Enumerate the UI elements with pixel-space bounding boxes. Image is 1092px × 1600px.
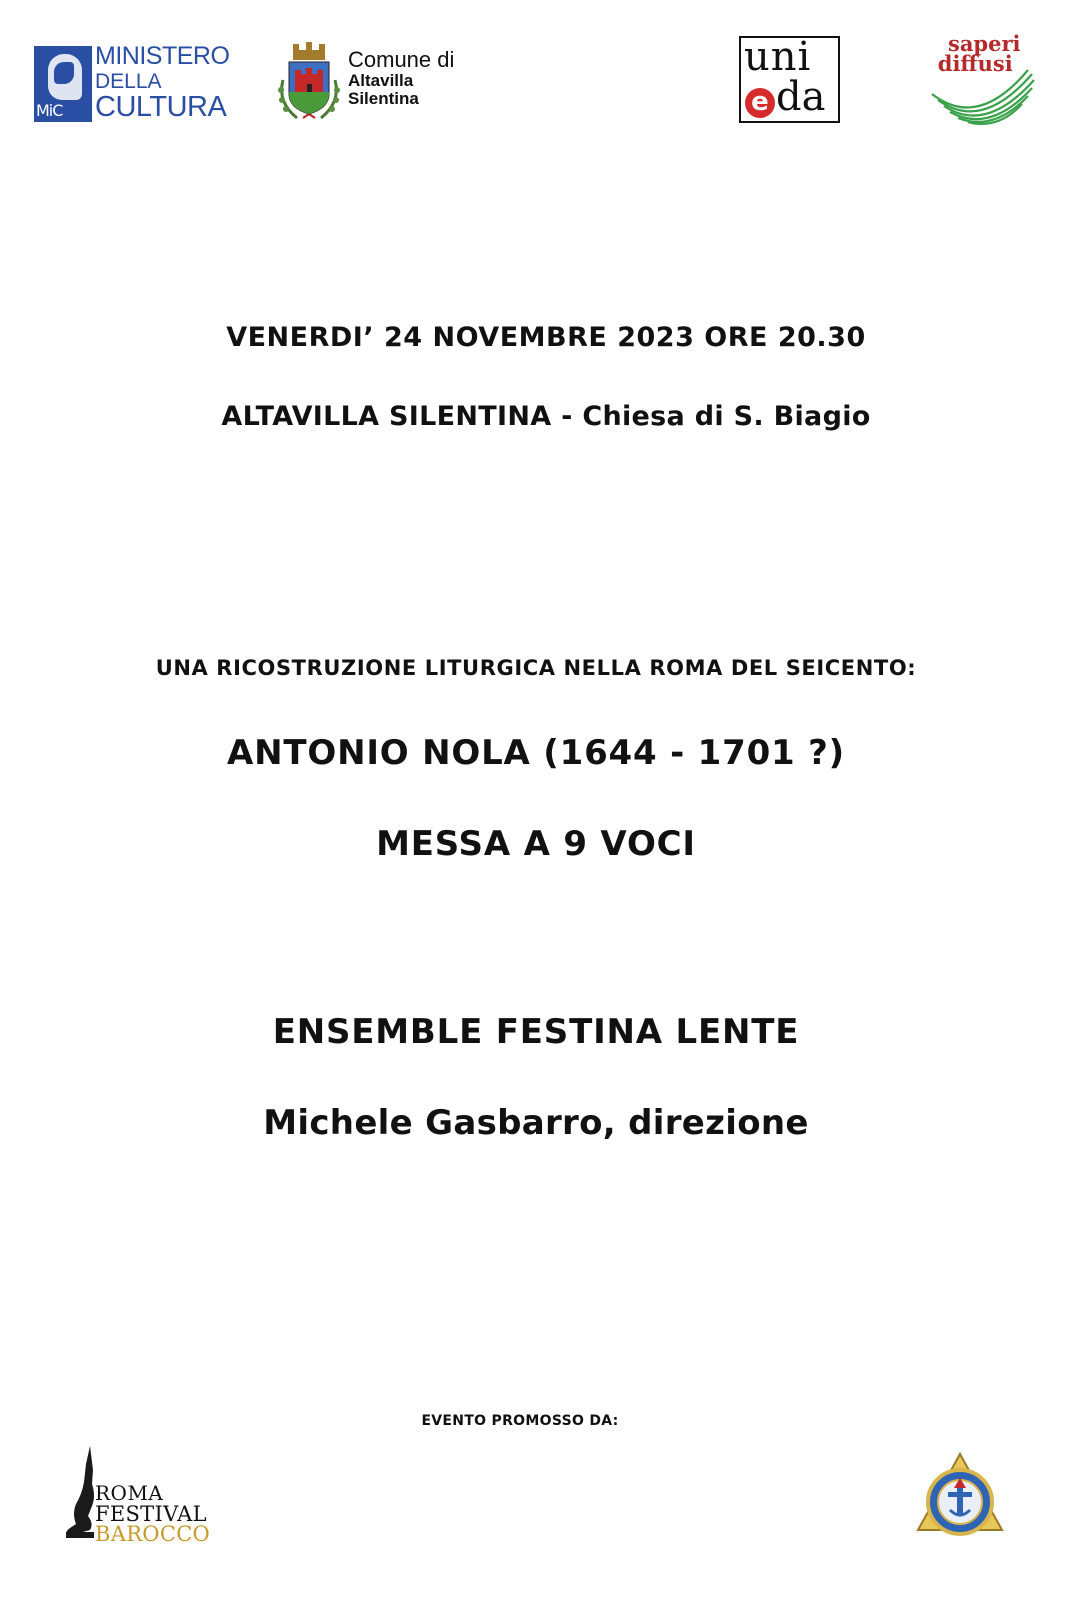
unieda-logo: [739, 36, 840, 123]
rfb-wordmark: [95, 1481, 211, 1547]
event-datetime: VENERDI’ 24 NOVEMBRE 2023 ORE 20.30: [226, 322, 866, 353]
unieda-e-circle: e: [745, 88, 775, 118]
mic-mark-text: MiC: [36, 101, 63, 120]
roma-festival-barocco-logo: [62, 1444, 212, 1547]
ministero-line3: CULTURA: [95, 91, 227, 123]
municipal-crest-icon: [275, 40, 343, 124]
society-emblem-logo: [912, 1448, 1008, 1544]
ministero-cultura-logo: [34, 42, 230, 128]
ministero-wordmark: [95, 44, 229, 122]
society-of-divine-vocations-emblem-icon: [912, 1448, 1008, 1544]
rfb-line2: FESTIVAL: [95, 1501, 207, 1526]
saperi-diffusi-logo: [928, 31, 1038, 126]
unieda-top-text: uni: [744, 34, 812, 80]
ministero-line1: MINISTERO: [95, 42, 230, 70]
comune-altavilla-logo: [275, 40, 475, 126]
director-credit: Michele Gasbarro, direzione: [263, 1103, 809, 1143]
comune-wordmark: [348, 48, 454, 108]
promoted-by-label: EVENTO PROMOSSO DA:: [421, 1413, 619, 1429]
comune-line1: Comune di: [348, 47, 455, 72]
baroque-statue-icon: [62, 1444, 98, 1540]
composer-heading: ANTONIO NOLA (1644 - 1701 ?): [227, 733, 845, 773]
rfb-line3: BAROCCO: [95, 1522, 211, 1547]
saperi-line1: saperi: [948, 31, 1021, 56]
comune-line2: Altavilla: [348, 71, 414, 91]
ensemble-name: ENSEMBLE FESTINA LENTE: [272, 1012, 800, 1052]
mic-figure-icon: [48, 54, 82, 100]
unieda-bottom-text: da: [776, 74, 826, 120]
mic-mark: [34, 46, 92, 122]
saperi-wordmark: [930, 31, 1021, 76]
saperi-line2: diffusi: [937, 50, 1013, 76]
rfb-line1: ROMA: [95, 1481, 164, 1505]
ministero-line2: DELLA: [95, 70, 162, 93]
event-venue: ALTAVILLA SILENTINA - Chiesa di S. Biagio: [221, 401, 871, 432]
work-title: MESSA A 9 VOCI: [376, 824, 696, 864]
comune-line3: Silentina: [348, 88, 419, 108]
event-subtitle: UNA RICOSTRUZIONE LITURGICA NELLA ROMA DEL SEICENTO:: [155, 656, 917, 680]
